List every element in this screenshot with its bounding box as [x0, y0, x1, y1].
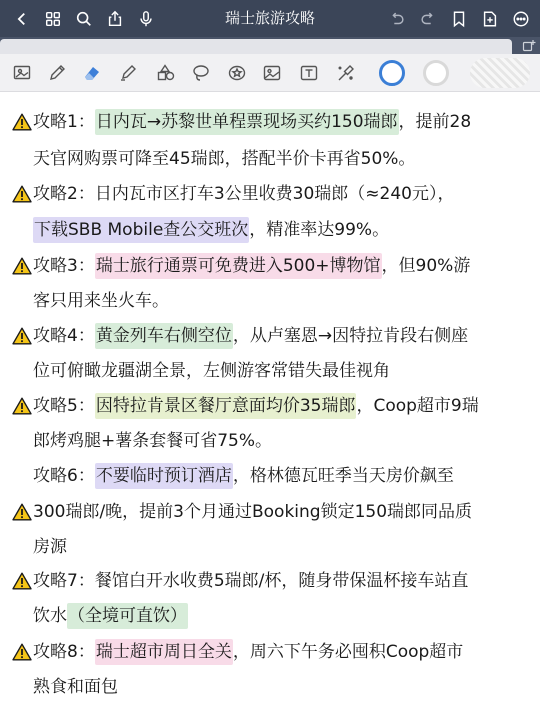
- laser-pointer-icon[interactable]: [333, 61, 359, 85]
- bookmark-icon[interactable]: [445, 5, 472, 32]
- tip-text: ，Coop超市9瑞: [356, 396, 479, 416]
- add-page-icon[interactable]: [476, 5, 503, 32]
- tip-1-line-1: [0, 105, 540, 140]
- tip-text: ，但90%游: [381, 256, 471, 276]
- tip-label: 攻略1：: [33, 112, 95, 132]
- eraser-icon[interactable]: [79, 61, 105, 85]
- document-title: 瑞士旅游攻略: [224, 9, 315, 27]
- tip-text: 客只用来坐火车。: [33, 291, 169, 311]
- share-icon[interactable]: [101, 5, 128, 32]
- tip-8-line-2: [0, 670, 540, 705]
- text-icon[interactable]: [296, 61, 322, 85]
- tip-highlight: 因特拉肯景区餐厅意面均价35瑞郎: [95, 393, 357, 419]
- image-icon[interactable]: [259, 61, 285, 85]
- tip-label: 攻略5：: [33, 396, 95, 416]
- warning-icon: [12, 113, 32, 131]
- tip-highlight: 日内瓦→苏黎世单程票现场买约150瑞郎: [95, 109, 399, 135]
- add-tab-icon[interactable]: [522, 39, 536, 52]
- color-swatch-selected[interactable]: [379, 60, 405, 86]
- search-icon[interactable]: [70, 5, 97, 32]
- sticker-icon[interactable]: [224, 61, 250, 85]
- tip-7-line-1: [0, 564, 540, 599]
- shapes-icon[interactable]: [153, 61, 179, 85]
- chevron-left-icon[interactable]: [8, 5, 35, 32]
- tip-5-line-1: [0, 389, 540, 424]
- tip-6-line-3: [0, 530, 540, 565]
- tip-text: 熟食和面包: [33, 677, 118, 697]
- tip-text: 天官网购票可降至45瑞郎，搭配半价卡再省50%。: [33, 149, 416, 169]
- tip-label: 攻略2：: [33, 184, 95, 204]
- tab-strip: [0, 37, 540, 54]
- warning-icon: [12, 503, 32, 521]
- color-swatch-white[interactable]: [423, 60, 449, 86]
- lasso-image-icon[interactable]: [9, 61, 35, 85]
- tip-label: 攻略3：: [33, 256, 95, 276]
- tip-text: 饮水: [33, 606, 67, 626]
- warning-icon: [12, 185, 32, 203]
- tip-text: ，格林德瓦旺季当天房价飙至: [232, 466, 454, 486]
- tip-highlight: 黄金列车右侧空位: [95, 323, 233, 349]
- tip-highlight: 瑞士超市周日全关: [95, 639, 233, 665]
- note-page: [0, 92, 540, 722]
- tip-3-line-2: [0, 284, 540, 319]
- warning-icon: [12, 397, 32, 415]
- tip-text: ，精准率达99%。: [249, 220, 390, 240]
- tip-text: ，周六下午务必囤积Coop超市: [232, 642, 464, 662]
- tip-highlight: 不要临时预订酒店: [95, 463, 233, 489]
- tip-4-line-1: [0, 319, 540, 354]
- tip-8-line-1: [0, 635, 540, 670]
- tip-7-line-2: [0, 599, 540, 634]
- pen-icon[interactable]: [44, 61, 70, 85]
- tip-label: 攻略4：: [33, 326, 95, 346]
- warning-icon: [12, 327, 32, 345]
- highlighter-icon[interactable]: [115, 61, 141, 85]
- tip-6-line-2: [0, 495, 540, 530]
- document-tab[interactable]: [0, 39, 512, 54]
- tip-text: ，提前28: [398, 112, 472, 132]
- tip-text: 餐馆白开水收费5瑞郎/杯，随身带保温杯接车站直: [94, 571, 469, 591]
- tip-text: 房源: [33, 537, 67, 557]
- tip-5-line-2: [0, 424, 540, 459]
- redo-icon[interactable]: [414, 5, 441, 32]
- warning-icon: [12, 257, 32, 275]
- tip-3-line-1: [0, 249, 540, 284]
- undo-icon[interactable]: [383, 5, 410, 32]
- tip-1-line-2: [0, 142, 540, 177]
- grid-icon[interactable]: [39, 5, 66, 32]
- more-icon[interactable]: [507, 5, 534, 32]
- tip-2-line-1: [0, 177, 540, 212]
- tip-6-line-1: [0, 459, 540, 494]
- drawing-toolbar: [0, 54, 540, 92]
- lasso-icon[interactable]: [188, 61, 214, 85]
- tip-label: 攻略6：: [33, 466, 95, 486]
- tip-text: ，从卢塞恩→因特拉肯段右侧座: [232, 326, 469, 346]
- tip-4-line-2: [0, 354, 540, 389]
- tip-highlight: （全境可直饮）: [67, 603, 188, 629]
- warning-icon: [12, 572, 32, 590]
- title-bar: [0, 0, 540, 37]
- tip-2-line-2: [0, 213, 540, 248]
- tip-label: 攻略7：: [33, 571, 95, 591]
- tip-text: 日内瓦市区打车3公里收费30瑞郎（≈240元），: [94, 184, 455, 204]
- color-palette-button[interactable]: [470, 58, 530, 88]
- microphone-icon[interactable]: [132, 5, 159, 32]
- tip-text: 300瑞郎/晚，提前3个月通过Booking锁定150瑞郎同品质: [33, 502, 473, 522]
- tip-label: 攻略8：: [33, 642, 95, 662]
- tip-text: 位可俯瞰龙疆湖全景，左侧游客常错失最佳视角: [33, 361, 390, 381]
- warning-icon: [12, 643, 32, 661]
- tip-highlight: 瑞士旅行通票可免费进入500+博物馆: [95, 253, 382, 279]
- tip-text: 郎烤鸡腿+薯条套餐可省75%。: [33, 431, 273, 451]
- tip-highlight: 下载SBB Mobile查公交班次: [33, 217, 249, 243]
